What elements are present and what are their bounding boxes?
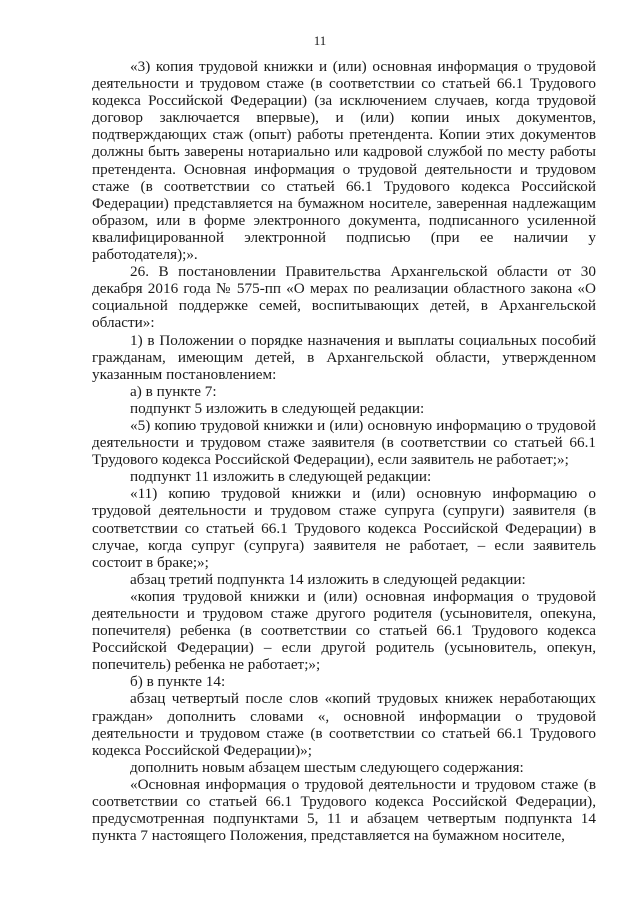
paragraph: дополнить новым абзацем шестым следующего содержания: <box>130 758 524 776</box>
paragraph: «11) копию трудовой книжки и (или) основную информацию о трудовой деятельности и трудовом стаже супруга (супруги) заявителя (в соответствии со статьей 66.1 Трудового кодекса Российской Федерации) в случае, когда супруг (супруга) заявителя не работает, – если заявитель состоит в браке;»; <box>92 485 596 571</box>
paragraph: подпункт 5 изложить в следующей редакции: <box>130 399 425 417</box>
document-body <box>92 58 596 844</box>
paragraph: «копия трудовой книжки и (или) основная информация о трудовой деятельности и трудовом стаже другого родителя (усыновителя, опекуна, попечителя) ребенка (в соответствии со статьей 66.1 Трудового кодекса Российской Федерации) – если другой родитель (усыновитель, опекун, попечитель) ребенка не работает;»; <box>92 587 596 674</box>
page-number: 11 <box>313 33 327 48</box>
paragraph: 1) в Положении о порядке назначения и выплаты социальных пособий гражданам, имеющим детей, в Архангельской области, утвержденном указанным постановлением: <box>92 331 596 383</box>
paragraph: подпункт 11 изложить в следующей редакции: <box>130 468 432 486</box>
paragraph: абзац четвертый после слов «копий трудовых книжек неработающих граждан» дополнить словами «, основной информации о трудовой деятельности и трудовом стаже (в соответствии со статьей 66.1 Трудового кодекса Российской Федерации)»; <box>92 690 596 759</box>
paragraph: «Основная информация о трудовой деятельности и трудовом стаже (в соответствии со статьей 66.1 Трудового кодекса Российской Федерации), предусмотренная подпунктами 5, 11 и абзацем четвертым подпункта 14 пункта 7 настоящего Положения, представляется на бумажном носителе, <box>92 775 596 845</box>
paragraph: абзац третий подпункта 14 изложить в следующей редакции: <box>130 570 526 588</box>
paragraph: а) в пункте 7: <box>130 382 217 400</box>
paragraph: «3) копия трудовой книжки и (или) основная информация о трудовой деятельности и трудовом стаже (в соответствии со статьей 66.1 Трудового кодекса Российской Федерации) (за исключением случаев, когда трудовой договор заключается впервые), и (или) копии иных документов, подтверждающих стаж (опыт) работы претендента. Копии этих документов должны быть заверены нотариально или кадровой службой по месту работы претендента. Основная информация о трудовой деятельности и трудовом стаже (в соответствии со статьей 66.1 Трудового кодекса Российской Федерации) представляется на бумажном носителе, заверенная надлежащим образом, или в форме электронного документа, подписанного усиленной квалифицированной электронной подписью (при ее наличии у работодателя);». <box>92 58 596 264</box>
paragraph: б) в пункте 14: <box>130 673 226 691</box>
paragraph: «5) копию трудовой книжки и (или) основную информацию о трудовой деятельности и трудовом стаже заявителя (в соответствии со статьей 66.1 Трудового кодекса Российской Федерации), если заявитель не работает;»; <box>92 416 596 469</box>
paragraph: 26. В постановлении Правительства Архангельской области от 30 декабря 2016 года № 575-пп «О мерах по реализации областного закона «О социальной поддержке семей, воспитывающих детей, в Архангельской области»: <box>92 263 596 332</box>
